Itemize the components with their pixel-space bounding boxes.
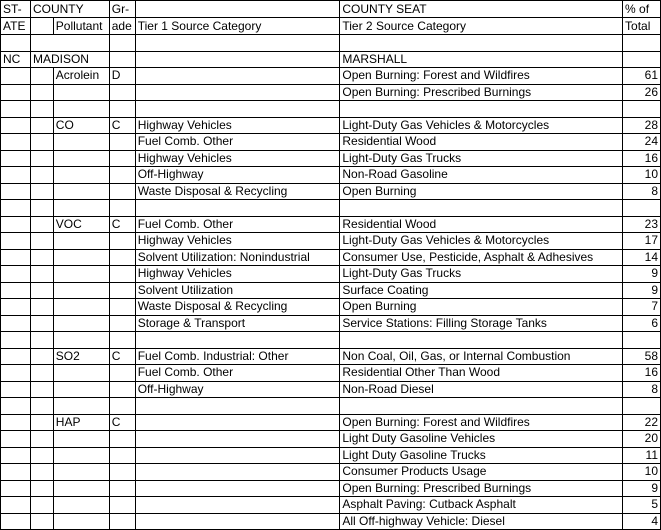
tier2-cell: Open Burning: Prescribed Burnings — [340, 480, 623, 497]
county-cell — [30, 183, 53, 200]
tier2-cell: Open Burning: Prescribed Burnings — [340, 84, 623, 101]
state-cell — [1, 431, 31, 448]
table-row — [1, 464, 661, 481]
table-row — [1, 84, 661, 101]
percent-cell: 7 — [623, 299, 661, 316]
header-state-bottom: ATE — [1, 18, 31, 35]
percent-cell: 4 — [623, 513, 661, 530]
county-cell — [30, 464, 53, 481]
table-row — [1, 134, 661, 151]
county-cell — [30, 447, 53, 464]
county-cell — [30, 365, 53, 382]
pollutant-cell — [53, 84, 109, 101]
state-cell — [1, 84, 31, 101]
pollutant-cell: CO — [53, 117, 109, 134]
state-cell — [1, 464, 31, 481]
spacer-row — [1, 35, 661, 52]
table-row — [1, 282, 661, 299]
location-row — [1, 51, 661, 68]
county-cell — [30, 84, 53, 101]
percent-cell: 28 — [623, 117, 661, 134]
tier1-cell — [135, 68, 340, 85]
state-cell — [1, 233, 31, 250]
table-row — [1, 480, 661, 497]
tier2-cell: Light Duty Gasoline Vehicles — [340, 431, 623, 448]
county-cell — [30, 480, 53, 497]
grade-cell — [109, 233, 135, 250]
grade-cell — [109, 365, 135, 382]
pollutant-cell — [53, 365, 109, 382]
grade-cell — [109, 266, 135, 283]
pollutant-cell — [53, 513, 109, 530]
county-cell — [30, 167, 53, 184]
grade-cell — [109, 84, 135, 101]
pollutant-cell — [53, 447, 109, 464]
state-cell — [1, 381, 31, 398]
pollutant-cell — [53, 150, 109, 167]
pollutant-cell — [53, 233, 109, 250]
table-row — [1, 167, 661, 184]
pollutant-cell — [53, 266, 109, 283]
grade-cell — [109, 134, 135, 151]
county-cell — [30, 315, 53, 332]
percent-cell: 5 — [623, 497, 661, 514]
pollutant-cell — [53, 299, 109, 316]
percent-cell: 23 — [623, 216, 661, 233]
header-row-1 — [1, 1, 661, 18]
grade-cell — [109, 167, 135, 184]
table-row — [1, 348, 661, 365]
grade-cell — [109, 150, 135, 167]
tier1-cell: Off-Highway — [135, 167, 340, 184]
county-cell — [30, 513, 53, 530]
county-cell — [30, 68, 53, 85]
tier2-cell: Open Burning — [340, 183, 623, 200]
pollutant-cell — [53, 167, 109, 184]
spacer-row — [1, 101, 661, 118]
state-cell — [1, 299, 31, 316]
spacer-row — [1, 200, 661, 217]
percent-cell: 61 — [623, 68, 661, 85]
grade-cell — [109, 282, 135, 299]
spacer-row — [1, 332, 661, 349]
state-cell — [1, 117, 31, 134]
percent-cell: 14 — [623, 249, 661, 266]
table-row — [1, 266, 661, 283]
grade-cell — [109, 447, 135, 464]
table-row — [1, 431, 661, 448]
pollutant-cell: VOC — [53, 216, 109, 233]
tier2-cell: Non-Road Diesel — [340, 381, 623, 398]
county-cell — [30, 134, 53, 151]
state-cell — [1, 249, 31, 266]
tier1-cell: Off-Highway — [135, 381, 340, 398]
grade-cell: C — [109, 414, 135, 431]
percent-cell: 6 — [623, 315, 661, 332]
tier2-cell: Open Burning: Forest and Wildfires — [340, 68, 623, 85]
pollutant-cell — [53, 134, 109, 151]
table-row — [1, 216, 661, 233]
header-county-seat: COUNTY SEAT — [340, 1, 623, 18]
state-cell — [1, 497, 31, 514]
percent-cell: 17 — [623, 233, 661, 250]
grade-cell — [109, 381, 135, 398]
tier1-cell: Fuel Comb. Other — [135, 365, 340, 382]
percent-cell: 11 — [623, 447, 661, 464]
county-cell — [30, 117, 53, 134]
header-state-top: ST- — [1, 1, 31, 18]
table-row — [1, 68, 661, 85]
tier1-cell: Solvent Utilization — [135, 282, 340, 299]
grade-cell: C — [109, 348, 135, 365]
tier1-cell — [135, 447, 340, 464]
tier2-cell: Open Burning: Forest and Wildfires — [340, 414, 623, 431]
tier2-cell: Light-Duty Gas Vehicles & Motorcycles — [340, 233, 623, 250]
header-county: COUNTY — [30, 1, 109, 18]
tier2-cell: Residential Wood — [340, 216, 623, 233]
county-cell — [30, 216, 53, 233]
grade-cell — [109, 299, 135, 316]
tier2-cell: Open Burning — [340, 299, 623, 316]
tier1-cell: Fuel Comb. Industrial: Other — [135, 348, 340, 365]
percent-cell: 8 — [623, 381, 661, 398]
tier1-cell — [135, 513, 340, 530]
percent-cell: 9 — [623, 266, 661, 283]
grade-cell: C — [109, 117, 135, 134]
percent-cell: 16 — [623, 150, 661, 167]
county-cell — [30, 497, 53, 514]
table-row — [1, 233, 661, 250]
county-cell — [30, 414, 53, 431]
grade-cell: D — [109, 68, 135, 85]
table-row — [1, 117, 661, 134]
percent-cell: 9 — [623, 480, 661, 497]
county-cell: MADISON — [30, 51, 109, 68]
pollutant-cell — [53, 431, 109, 448]
tier2-cell: Surface Coating — [340, 282, 623, 299]
tier2-cell: Non-Road Gasoline — [340, 167, 623, 184]
tier2-cell: Residential Wood — [340, 134, 623, 151]
tier1-cell — [135, 84, 340, 101]
tier1-cell — [135, 464, 340, 481]
state-cell — [1, 266, 31, 283]
state-cell — [1, 480, 31, 497]
pollutant-cell — [53, 480, 109, 497]
table-row — [1, 513, 661, 530]
spacer-row — [1, 398, 661, 415]
pollutant-cell — [53, 249, 109, 266]
tier2-cell: Residential Other Than Wood — [340, 365, 623, 382]
grade-cell — [109, 497, 135, 514]
table-row — [1, 414, 661, 431]
tier1-cell: Fuel Comb. Other — [135, 134, 340, 151]
state-cell — [1, 282, 31, 299]
tier2-cell: Consumer Use, Pesticide, Asphalt & Adhesives — [340, 249, 623, 266]
percent-cell: 10 — [623, 464, 661, 481]
county-cell — [30, 348, 53, 365]
state-cell — [1, 513, 31, 530]
grade-cell — [109, 480, 135, 497]
grade-cell — [109, 464, 135, 481]
table-row — [1, 447, 661, 464]
state-cell — [1, 216, 31, 233]
tier2-cell: Non Coal, Oil, Gas, or Internal Combustion — [340, 348, 623, 365]
table-body — [1, 1, 661, 530]
header-row-2 — [1, 18, 661, 35]
header-tier1: Tier 1 Source Category — [135, 18, 340, 35]
table-row — [1, 497, 661, 514]
percent-cell: 20 — [623, 431, 661, 448]
percent-cell: 24 — [623, 134, 661, 151]
pollutant-cell: Acrolein — [53, 68, 109, 85]
state-cell — [1, 365, 31, 382]
tier2-cell: Light-Duty Gas Vehicles & Motorcycles — [340, 117, 623, 134]
table-row — [1, 299, 661, 316]
table-row — [1, 381, 661, 398]
grade-cell — [109, 249, 135, 266]
state-cell — [1, 183, 31, 200]
state-cell — [1, 315, 31, 332]
county-seat-cell: MARSHALL — [340, 51, 623, 68]
percent-cell: 10 — [623, 167, 661, 184]
county-cell — [30, 282, 53, 299]
grade-cell — [109, 513, 135, 530]
percent-cell: 8 — [623, 183, 661, 200]
county-cell — [30, 249, 53, 266]
tier1-cell: Highway Vehicles — [135, 150, 340, 167]
tier1-cell: Solvent Utilization: Nonindustrial — [135, 249, 340, 266]
state-cell — [1, 134, 31, 151]
grade-cell — [109, 183, 135, 200]
tier2-cell: Light-Duty Gas Trucks — [340, 150, 623, 167]
tier1-cell — [135, 431, 340, 448]
percent-cell: 58 — [623, 348, 661, 365]
table-row — [1, 183, 661, 200]
pollutant-cell: HAP — [53, 414, 109, 431]
tier2-cell: Consumer Products Usage — [340, 464, 623, 481]
table-row — [1, 315, 661, 332]
county-cell — [30, 150, 53, 167]
pollutant-cell — [53, 464, 109, 481]
tier1-cell: Storage & Transport — [135, 315, 340, 332]
header-grade-top: Gr- — [109, 1, 135, 18]
tier2-cell: Light-Duty Gas Trucks — [340, 266, 623, 283]
grade-cell — [109, 431, 135, 448]
header-tier2: Tier 2 Source Category — [340, 18, 623, 35]
header-tier1-top — [135, 1, 340, 18]
pollutant-cell — [53, 282, 109, 299]
header-blank — [30, 18, 53, 35]
pollutant-cell — [53, 497, 109, 514]
state-cell — [1, 167, 31, 184]
percent-cell: 22 — [623, 414, 661, 431]
pollutant-cell — [53, 315, 109, 332]
tier1-cell: Waste Disposal & Recycling — [135, 299, 340, 316]
county-cell — [30, 233, 53, 250]
pollutant-cell — [53, 381, 109, 398]
state-cell — [1, 414, 31, 431]
tier1-cell: Waste Disposal & Recycling — [135, 183, 340, 200]
header-pct-top: % of — [623, 1, 661, 18]
state-cell: NC — [1, 51, 31, 68]
percent-cell: 26 — [623, 84, 661, 101]
table-row — [1, 365, 661, 382]
county-cell — [30, 381, 53, 398]
tier1-cell — [135, 480, 340, 497]
tier1-cell: Highway Vehicles — [135, 266, 340, 283]
state-cell — [1, 447, 31, 464]
county-cell — [30, 266, 53, 283]
state-cell — [1, 68, 31, 85]
county-cell — [30, 299, 53, 316]
tier2-cell: All Off-highway Vehicle: Diesel — [340, 513, 623, 530]
pollutant-cell — [53, 183, 109, 200]
tier2-cell: Asphalt Paving: Cutback Asphalt — [340, 497, 623, 514]
tier1-cell: Highway Vehicles — [135, 117, 340, 134]
percent-cell: 16 — [623, 365, 661, 382]
grade-cell — [109, 315, 135, 332]
table-row — [1, 150, 661, 167]
tier1-cell: Fuel Comb. Other — [135, 216, 340, 233]
state-cell — [1, 348, 31, 365]
tier1-cell — [135, 497, 340, 514]
table-row — [1, 249, 661, 266]
state-cell — [1, 150, 31, 167]
tier2-cell: Light Duty Gasoline Trucks — [340, 447, 623, 464]
tier1-cell: Highway Vehicles — [135, 233, 340, 250]
header-pollutant: Pollutant — [53, 18, 109, 35]
county-cell — [30, 431, 53, 448]
percent-cell: 9 — [623, 282, 661, 299]
header-grade-bottom: ade — [109, 18, 135, 35]
tier1-cell — [135, 414, 340, 431]
tier2-cell: Service Stations: Filling Storage Tanks — [340, 315, 623, 332]
grade-cell: C — [109, 216, 135, 233]
pollutant-cell: SO2 — [53, 348, 109, 365]
header-pct-bottom: Total — [623, 18, 661, 35]
